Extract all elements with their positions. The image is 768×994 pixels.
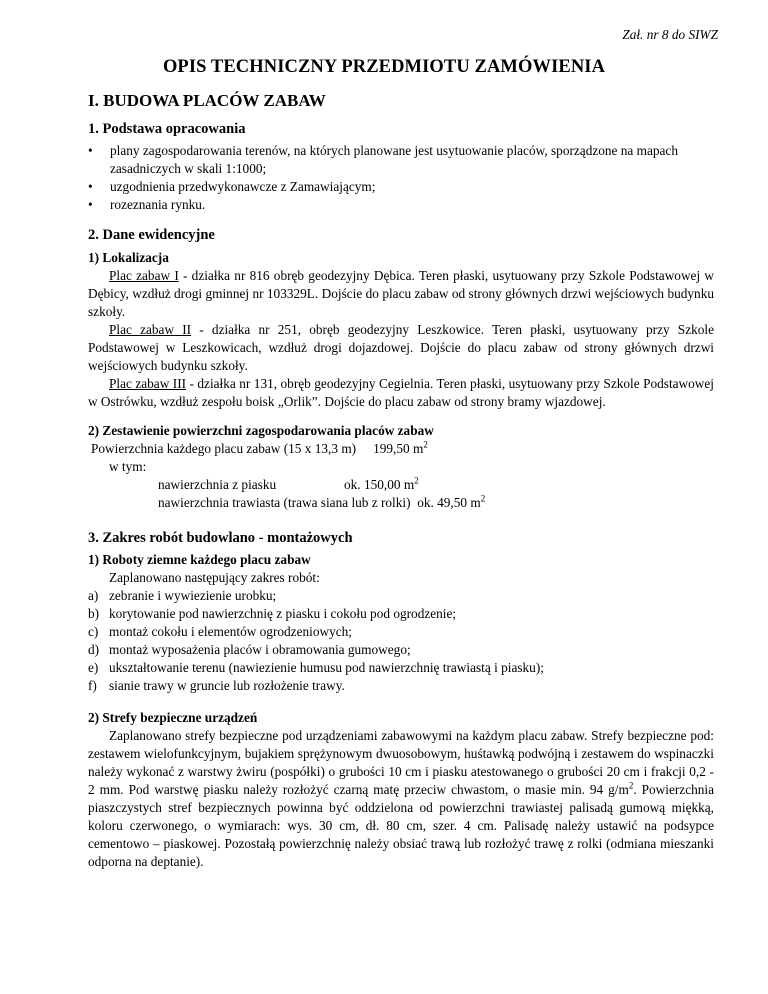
- list-item: c) montaż cokołu i elementów ogrodzeniowych;: [88, 624, 352, 639]
- bullet-icon: •: [88, 197, 93, 212]
- paragraph-plac-1: Plac zabaw I - działka nr 816 obręb geodezyjny Dębica. Teren płaski, usytuowany przy Szkole Podstawowej w Dębicy, wzdłuż drogi gminnej nr 103329L. Dojście do placu zabaw od strony głównych drzwi wejściowych budynku szkoły.: [88, 268, 714, 319]
- document-body: [88, 120, 714, 871]
- list-item: d) montaż wyposażenia placów i obramowania gumowego;: [88, 642, 411, 657]
- section-title: I. BUDOWA PLACÓW ZABAW: [88, 91, 326, 110]
- heading-zestawienie: 2) Zestawienie powierzchni zagospodarowania placów zabaw: [88, 423, 434, 438]
- list-item: a) zebranie i wywiezienie urobku;: [88, 588, 277, 603]
- area-value: 199,50 m: [373, 441, 424, 456]
- heading-podstawa: 1. Podstawa opracowania: [88, 121, 246, 137]
- area-row: Powierzchnia każdego placu zabaw (15 x 13,3 m) 199,50 $m^2$: [91, 439, 428, 456]
- sand-value: ok. 150,00 m: [344, 477, 415, 492]
- paragraph-plac-3: Plac zabaw III - działka nr 131, obręb geodezyjny Cegielnia. Teren płaski, usytuowany przy Szkole Podstawowej w Ostrówku, wzdłuż zespołu boisk „Orlik”. Dojście do placu zabaw od strony bramy wjazdowej.: [88, 376, 714, 409]
- heading-lokalizacja: 1) Lokalizacja: [88, 250, 169, 265]
- grass-value: ok. 49,50 m: [417, 495, 481, 510]
- bullet-list: [88, 142, 714, 214]
- list-item: f) sianie trawy w gruncie lub rozłożenie trawy.: [88, 678, 345, 693]
- w-tym-label: w tym:: [109, 459, 147, 474]
- plac-2-label: Plac zabaw II: [109, 322, 192, 337]
- grass-row: nawierzchnia trawiasta (trawa siana lub z rolki) ok. 49,50 $m^2$: [158, 493, 486, 510]
- bullet-icon: •: [88, 143, 93, 158]
- plac-3-label: Plac zabaw III: [109, 376, 187, 391]
- roboty-intro: Zaplanowano następujący zakres robót:: [109, 570, 320, 585]
- attachment-note: Zał. nr 8 do SIWZ: [622, 27, 718, 42]
- paragraph-strefy: Zaplanowano strefy bezpieczne pod urządzeniami zabawowymi na każdym placu zabaw. Strefy bezpieczne pod: zestawem wielofunkcyjnym, bujakiem sprężynowym dwuosobowym, huśtawką podwójną i zestawem do wspinaczki należy wykonać z warstwy żwiru (pospółki) o grubości 10 cm i piasku atestowanego o grubości 20 cm i frakcji 0,2 - 2 mm. Pod warstwę piasku należy rozłożyć czarną matę przeciw chwastom, o masie min. 94 $g/m^2$. Powierzchnia piaszczystych stref bezpiecznych powinna być oddzielona od powierzchni trawiastej palisadą gumową miękką, koloru czerwonego, o wymiarach: wys. 30 cm, dł. 80 cm, szer. 4 cm. Palisadę należy ustawić na podsypce cementowo – piaskowej. Pozostałą powierzchnię należy obsiać trawą lub rozłożyć trawę z rolki (odmiana mieszanki odporna na deptanie).: [88, 728, 715, 869]
- heading-zakres: 3. Zakres robót budowlano - montażowych: [88, 530, 353, 546]
- list-item: • plany zagospodarowania terenów, na których planowane jest usytuowanie placów, sporządzone na mapach zasadniczych w skali 1:1000;: [88, 143, 678, 176]
- bullet-icon: •: [88, 179, 93, 194]
- document-title: OPIS TECHNICZNY PRZEDMIOTU ZAMÓWIENIA: [162, 57, 606, 77]
- sand-row: nawierzchnia z piasku ok. 150,00 $m^2$: [158, 475, 419, 492]
- heading-dane: 2. Dane ewidencyjne: [88, 227, 215, 243]
- list-item: • rozeznania rynku.: [88, 197, 206, 212]
- paragraph-plac-2: Plac zabaw II - działka nr 251, obręb geodezyjny Leszkowice. Teren płaski, usytuowany przy Szkole Podstawowej w Leszkowicach, wzdłuż drogi dojazdowej. Dojście do placu zabaw od strony głównych drzwi wejściowych budynku szkoły.: [88, 322, 714, 373]
- plac-1-label: Plac zabaw I: [109, 268, 179, 283]
- roboty-list: [88, 587, 714, 695]
- list-item: e) ukształtowanie terenu (nawiezienie humusu pod nawierzchnię trawiastą i piasku);: [88, 660, 544, 675]
- heading-roboty: 1) Roboty ziemne każdego placu zabaw: [88, 552, 311, 567]
- list-item: b) korytowanie pod nawierzchnię z piasku i cokołu pod ogrodzenie;: [88, 606, 457, 621]
- list-item: • uzgodnienia przedwykonawcze z Zamawiającym;: [88, 179, 376, 194]
- heading-strefy: 2) Strefy bezpieczne urządzeń: [88, 710, 258, 725]
